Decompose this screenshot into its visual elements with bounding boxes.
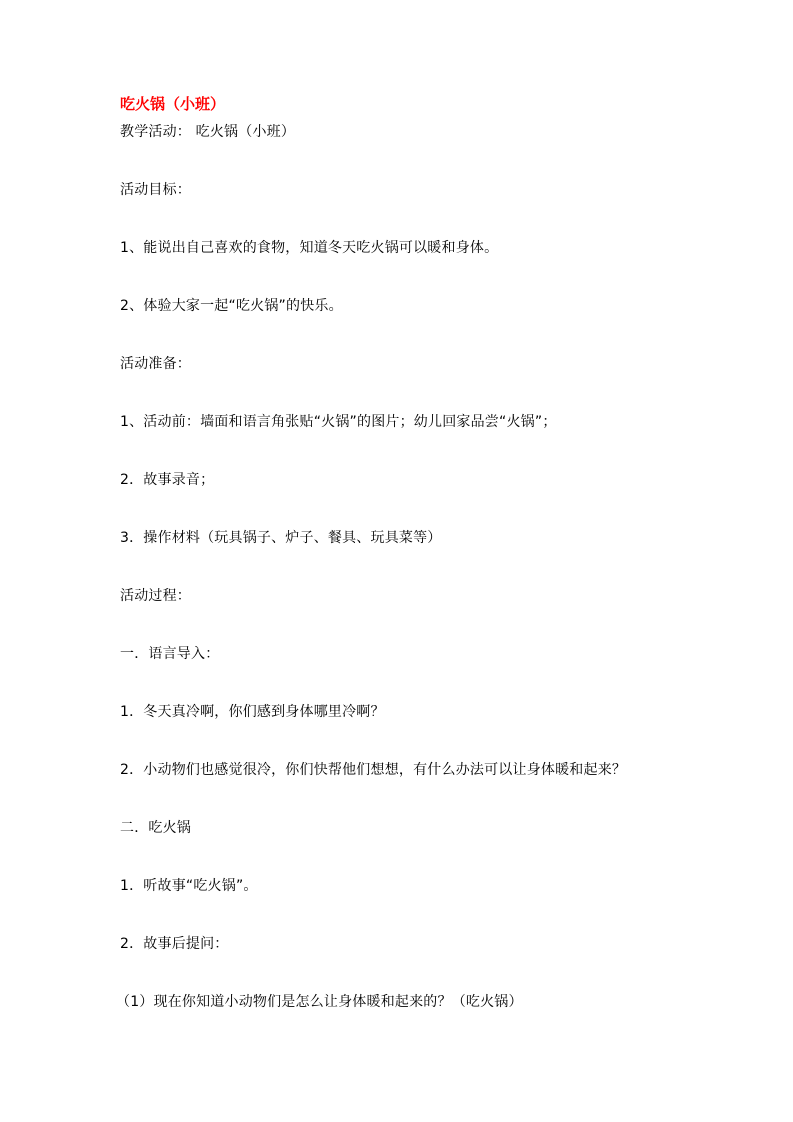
section-heading-preparation: 活动准备： xyxy=(120,356,191,372)
document-title: 吃火锅（小班） xyxy=(120,95,226,113)
process-question-1: （1）现在你知道小动物们是怎么让身体暖和起来的？（吃火锅） xyxy=(116,994,523,1010)
activity-name-line: 教学活动： 吃火锅（小班） xyxy=(120,124,296,140)
preparation-item-3: 3．操作材料（玩具锅子、炉子、餐具、玩具菜等） xyxy=(120,530,442,546)
process-step-2-item-2: 2．故事后提问： xyxy=(120,936,229,952)
process-step-2-heading: 二．吃火锅 xyxy=(120,820,191,836)
goal-item-2: 2、体验大家一起“吃火锅”的快乐。 xyxy=(120,298,343,314)
preparation-item-1: 1、活动前：墙面和语言角张贴“火锅”的图片；幼儿回家品尝“火锅”； xyxy=(120,414,557,430)
process-step-1-heading: 一．语言导入： xyxy=(120,646,220,662)
section-heading-process: 活动过程： xyxy=(120,588,191,604)
process-step-1-item-1: 1．冬天真冷啊，你们感到身体哪里冷啊？ xyxy=(120,704,385,720)
process-step-2-item-1: 1．听故事“吃火锅”。 xyxy=(120,878,258,894)
preparation-item-2: 2．故事录音； xyxy=(120,472,215,488)
process-step-1-item-2: 2．小动物们也感觉很冷，你们快帮他们想想，有什么办法可以让身体暖和起来？ xyxy=(120,762,627,778)
goal-item-1: 1、能说出自己喜欢的食物，知道冬天吃火锅可以暖和身体。 xyxy=(120,240,499,256)
section-heading-goals: 活动目标： xyxy=(120,182,191,198)
